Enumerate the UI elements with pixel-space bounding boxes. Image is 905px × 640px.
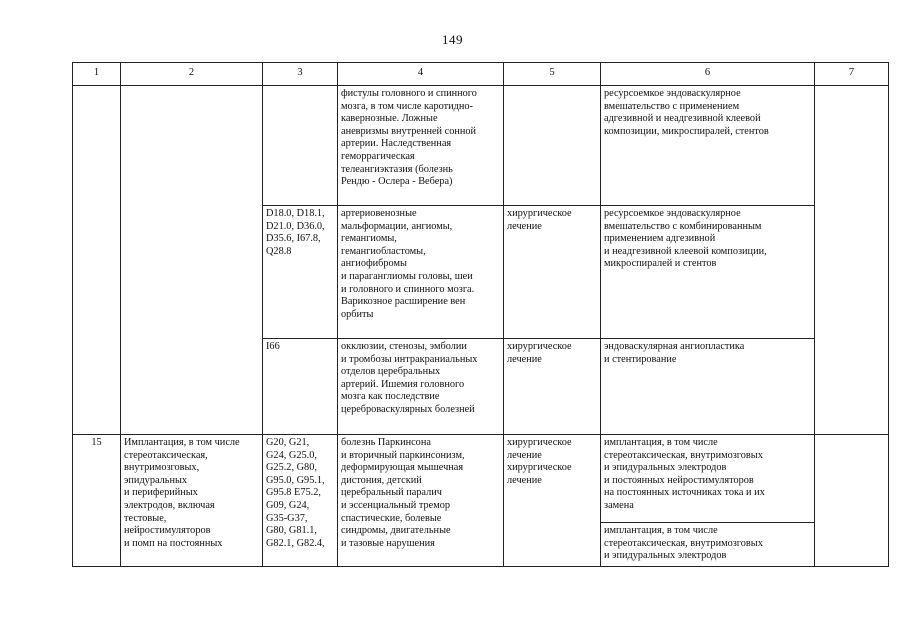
- treatment-type-cell: хирургическое лечение: [504, 206, 601, 339]
- table-header-row: [73, 63, 889, 86]
- row-number-cell: 15: [73, 435, 121, 567]
- treatment-type-cell: [504, 86, 601, 206]
- cost-cell: [815, 435, 889, 567]
- treatment-method-cell: эндоваскулярная ангиопластика и стентирование: [601, 339, 815, 435]
- header-cell: 5: [504, 63, 601, 86]
- treatment-method-cell: ресурсоемкое эндоваскулярное вмешательство с комбинированным применением адгезивной и неадгезивной клеевой композиции, микроспиралей и стентов: [601, 206, 815, 339]
- icd-codes-cell: D18.0, D18.1, D21.0, D36.0, D35.6, I67.8, Q28.8: [263, 206, 338, 339]
- treatment-method-cell: имплантация, в том числе стереотаксическая, внутримозговых и эпидуральных электродов: [601, 523, 815, 567]
- header-cell: 3: [263, 63, 338, 86]
- header-cell: 4: [338, 63, 504, 86]
- icd-codes-cell: G20, G21, G24, G25.0, G25.2, G80, G95.0, G95.1, G95.8 E75.2, G09, G24, G35-G37, G80, G81.1, G82.1, G82.4,: [263, 435, 338, 567]
- treatment-method-cell: ресурсоемкое эндоваскулярное вмешательство с применением адгезивной и неадгезивной клеевой композиции, микроспиралей, стентов: [601, 86, 815, 206]
- disease-model-cell: артериовенозные мальформации, ангиомы, гемангиомы, гемангиобластомы, ангиофибромы и параганглиомы головы, шеи и головного и спинного мозга. Варикозное расширение вен орбиты: [338, 206, 504, 339]
- header-cell: 7: [815, 63, 889, 86]
- table-row: [73, 86, 889, 206]
- cost-cell: [815, 86, 889, 435]
- disease-model-cell: фистулы головного и спинного мозга, в том числе каротидно- кавернозные. Ложные аневризмы внутренней сонной артерии. Наследственная геморрагическая телеангиэктазия (болезнь Рендю - Ослера - Вебера): [338, 86, 504, 206]
- treatment-type-cell: хирургическое лечение хирургическое лечение: [504, 435, 601, 567]
- header-cell: 2: [121, 63, 263, 86]
- header-cell: 6: [601, 63, 815, 86]
- medical-care-table: [72, 62, 889, 567]
- treatment-type-cell: хирургическое лечение: [504, 339, 601, 435]
- icd-codes-cell: [263, 86, 338, 206]
- care-type-cell: Имплантация, в том числе стереотаксическая, внутримозговых, эпидуральных и периферийных электродов, включая тестовые, нейростимуляторов и помп на постоянных: [121, 435, 263, 567]
- disease-model-cell: болезнь Паркинсона и вторичный паркинсонизм, деформирующая мышечная дистония, детский церебральный паралич и эссенциальный тремор спастические, болевые синдромы, двигательные и тазовые нарушения: [338, 435, 504, 567]
- icd-codes-cell: I66: [263, 339, 338, 435]
- treatment-method-cell: имплантация, в том числе стереотаксическая, внутримозговых и эпидуральных электродов и постоянных нейростимуляторов на постоянных источниках тока и их замена: [601, 435, 815, 523]
- table-row-15: [73, 435, 889, 523]
- page-number: 149: [442, 32, 463, 47]
- disease-model-cell: окклюзии, стенозы, эмболии и тромбозы интракраниальных отделов церебральных артерий. Ишемия головного мозга как последствие цереброваскулярных болезней: [338, 339, 504, 435]
- header-cell: 1: [73, 63, 121, 86]
- row-number-cell: [73, 86, 121, 435]
- care-type-cell: [121, 86, 263, 435]
